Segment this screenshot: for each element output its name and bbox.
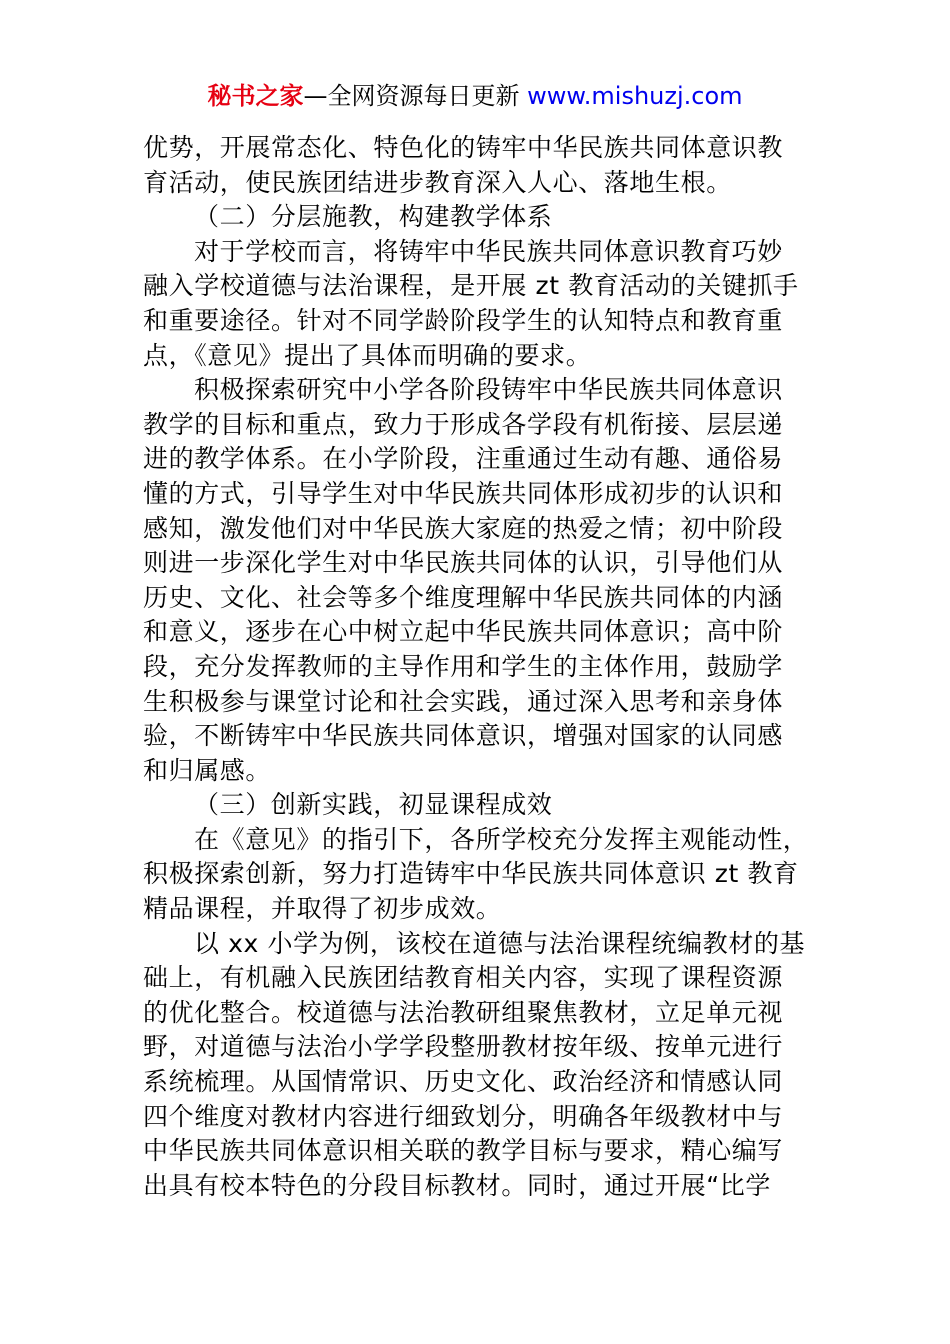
header-tagline: —全网资源每日更新	[303, 82, 528, 110]
text-line: 精品课程，并取得了初步成效。	[143, 894, 502, 924]
text-line: 进的教学体系。在小学阶段，注重通过生动有趣、通俗易	[143, 444, 784, 474]
text-line: 在《意见》的指引下，各所学校充分发挥主观能动性，	[194, 824, 809, 854]
text-line: 野，对道德与法治小学学段整册教材按年级、按单元进行	[143, 1032, 784, 1062]
text-line: 系统梳理。从国情常识、历史文化、政治经济和情感认同	[143, 1067, 784, 1097]
text-line: 感知，激发他们对中华民族大家庭的热爱之情；初中阶段	[143, 513, 784, 543]
text-line: 出具有校本特色的分段目标教材。同时，通过开展“比学	[143, 1170, 771, 1200]
text-line: 融入学校道德与法治课程，是开展 zt 教育活动的关键抓手	[143, 271, 799, 301]
text-line: （二）分层施教，构建教学体系	[194, 202, 553, 232]
site-url[interactable]: www.mishuzj.com	[527, 82, 743, 110]
text-line: 的优化整合。校道德与法治教研组聚焦教材，立足单元视	[143, 997, 784, 1027]
text-line: 和归属感。	[143, 755, 272, 785]
text-line: 懂的方式，引导学生对中华民族共同体形成初步的认识和	[143, 478, 784, 508]
text-line: 对于学校而言，将铸牢中华民族共同体意识教育巧妙	[194, 236, 783, 266]
page-header	[0, 80, 950, 112]
text-line: 四个维度对教材内容进行细致划分，明确各年级教材中与	[143, 1101, 784, 1131]
text-line: 点，《意见》提出了具体而明确的要求。	[143, 340, 592, 370]
document-body	[143, 131, 823, 1203]
text-line: 础上，有机融入民族团结教育相关内容，实现了课程资源	[143, 963, 784, 993]
text-line: 和重要途径。针对不同学龄阶段学生的认知特点和教育重	[143, 305, 784, 335]
text-line: 段，充分发挥教师的主导作用和学生的主体作用，鼓励学	[143, 651, 784, 681]
brand-name: 秘书之家	[207, 82, 304, 110]
text-line: 优势，开展常态化、特色化的铸牢中华民族共同体意识教	[143, 133, 784, 162]
text-line: 积极探索研究中小学各阶段铸牢中华民族共同体意识	[194, 375, 783, 405]
text-line: 育活动，使民族团结进步教育深入人心、落地生根。	[143, 167, 732, 197]
text-line: （三）创新实践，初显课程成效	[194, 790, 553, 820]
text-line: 历史、文化、社会等多个维度理解中华民族共同体的内涵	[143, 582, 784, 612]
text-line: 教学的目标和重点，致力于形成各学段有机衔接、层层递	[143, 409, 784, 439]
text-line: 中华民族共同体意识相关联的教学目标与要求，精心编写	[143, 1136, 784, 1166]
text-line: 生积极参与课堂讨论和社会实践，通过深入思考和亲身体	[143, 686, 784, 716]
text-line: 以 xx 小学为例，该校在道德与法治课程统编教材的基	[194, 928, 806, 958]
text-line: 验，不断铸牢中华民族共同体意识，增强对国家的认同感	[143, 721, 784, 751]
text-line: 则进一步深化学生对中华民族共同体的认识，引导他们从	[143, 548, 784, 578]
text-line: 积极探索创新，努力打造铸牢中华民族共同体意识 zt 教育	[143, 859, 799, 889]
text-line: 和意义，逐步在心中树立起中华民族共同体意识；高中阶	[143, 617, 784, 647]
